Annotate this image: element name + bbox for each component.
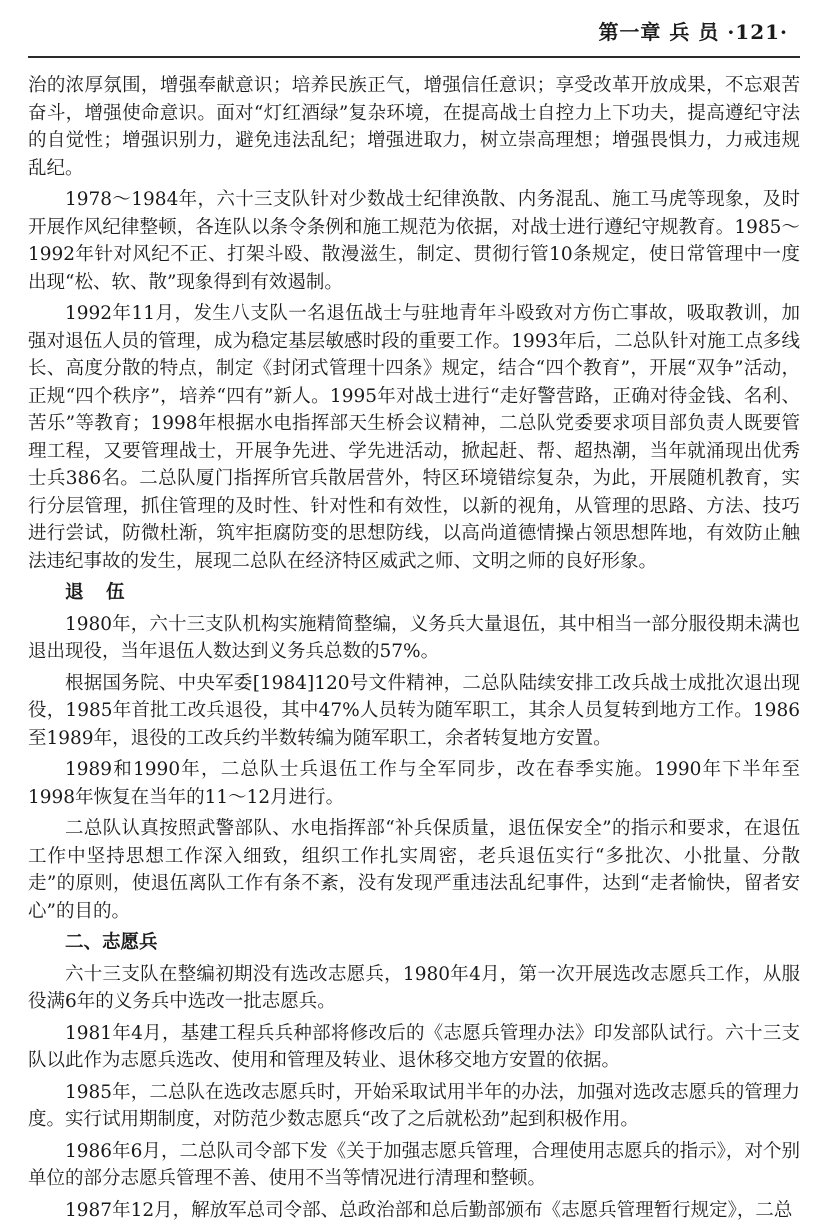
paragraph: 1981年4月，基建工程兵兵种部将修改后的《志愿兵管理办法》印发部队试行。六十三支队以此作为志愿兵选改、使用和管理及转业、退休移交地方安置的依据。 [28, 1020, 800, 1075]
paragraph: 根据国务院、中央军委[1984]120号文件精神，二总队陆续安排工改兵战士成批次退出现役，1985年首批工改兵退役，其中47%人员转为随军职工，其余人员复转到地方工作。1986至1989年，退役的工改兵约半数转编为随军职工，余者转复地方安置。 [28, 670, 800, 753]
chapter-page-number: 第一章 兵 员 ·121· [598, 16, 788, 45]
paragraph: 治的浓厚氛围，增强奉献意识；培养民族正气，增强信任意识；享受改革开放成果，不忘艰苦奋斗，增强使命意识。面对“灯红酒绿”复杂环境，在提高战士自控力上下功夫，提高遵纪守法的自觉性；增强识别力，避免违法乱纪；增强进取力，树立崇高理想；增强畏惧力，力戒违规乱纪。 [28, 72, 800, 182]
book-page [28, 0, 800, 1200]
paragraph: 二总队认真按照武警部队、水电指挥部“补兵保质量，退伍保安全”的指示和要求，在退伍工作中坚持思想工作深入细致，组织工作扎实周密，老兵退伍实行“多批次、小批量、分散走”的原则，使退伍离队工作有条不紊，没有发现严重违法乱纪事件，达到“走者愉快，留者安心”的目的。 [28, 815, 800, 925]
section-heading-zhiyuanbing: 二、志愿兵 [28, 929, 800, 957]
paragraph: 1980年，六十三支队机构实施精简整编，义务兵大量退伍，其中相当一部分服役期未满也退出现役，当年退伍人数达到义务兵总数的57%。 [28, 611, 800, 666]
paragraph: 1985年，二总队在选改志愿兵时，开始采取试用半年的办法，加强对选改志愿兵的管理力度。实行试用期制度，对防范少数志愿兵“改了之后就松劲”起到积极作用。 [28, 1079, 800, 1134]
section-heading-tuiwu: 退 伍 [28, 579, 800, 607]
paragraph: 六十三支队在整编初期没有选改志愿兵，1980年4月，第一次开展选改志愿兵工作，从服役满6年的义务兵中选改一批志愿兵。 [28, 961, 800, 1016]
body-text [28, 72, 800, 1224]
paragraph: 1989和1990年，二总队士兵退伍工作与全军同步，改在春季实施。1990年下半年至1998年恢复在当年的11～12月进行。 [28, 756, 800, 811]
paragraph: 1992年11月，发生八支队一名退伍战士与驻地青年斗殴致对方伤亡事故，吸取教训，加强对退伍人员的管理，成为稳定基层敏感时段的重要工作。1993年后，二总队针对施工点多线长、高度分散的特点，制定《封闭式管理十四条》规定，结合“四个教育”，开展“双争”活动，正规“四个秩序”，培养“四有”新人。1995年对战士进行“走好警营路，正确对待金钱、名利、苦乐”等教育；1998年根据水电指挥部天生桥会议精神，二总队党委要求项目部负责人既要管理工程，又要管理战士，开展争先进、学先进活动，掀起赶、帮、超热潮，当年就涌现出优秀士兵386名。二总队厦门指挥所官兵散居营外，特区环境错综复杂，为此，开展随机教育，实行分层管理，抓住管理的及时性、针对性和有效性，以新的视角，从管理的思路、方法、技巧进行尝试，防微杜渐，筑牢拒腐防变的思想防线，以高尚道德情操占领思想阵地，有效防止触法违纪事故的发生，展现二总队在经济特区威武之师、文明之师的良好形象。 [28, 300, 800, 575]
paragraph: 1978～1984年，六十三支队针对少数战士纪律涣散、内务混乱、施工马虎等现象，及时开展作风纪律整顿，各连队以条令条例和施工规范为依据，对战士进行遵纪守规教育。1985～1992年针对风纪不正、打架斗殴、散漫滋生，制定、贯彻行管10条规定，使日常管理中一度出现“松、软、散”现象得到有效遏制。 [28, 186, 800, 296]
paragraph: 1987年12月，解放军总司令部、总政治部和总后勤部颁布《志愿兵管理暂行规定》，二总 [28, 1197, 800, 1224]
running-header [28, 0, 800, 58]
paragraph: 1986年6月，二总队司令部下发《关于加强志愿兵管理，合理使用志愿兵的指示》，对个别单位的部分志愿兵管理不善、使用不当等情况进行清理和整顿。 [28, 1138, 800, 1193]
